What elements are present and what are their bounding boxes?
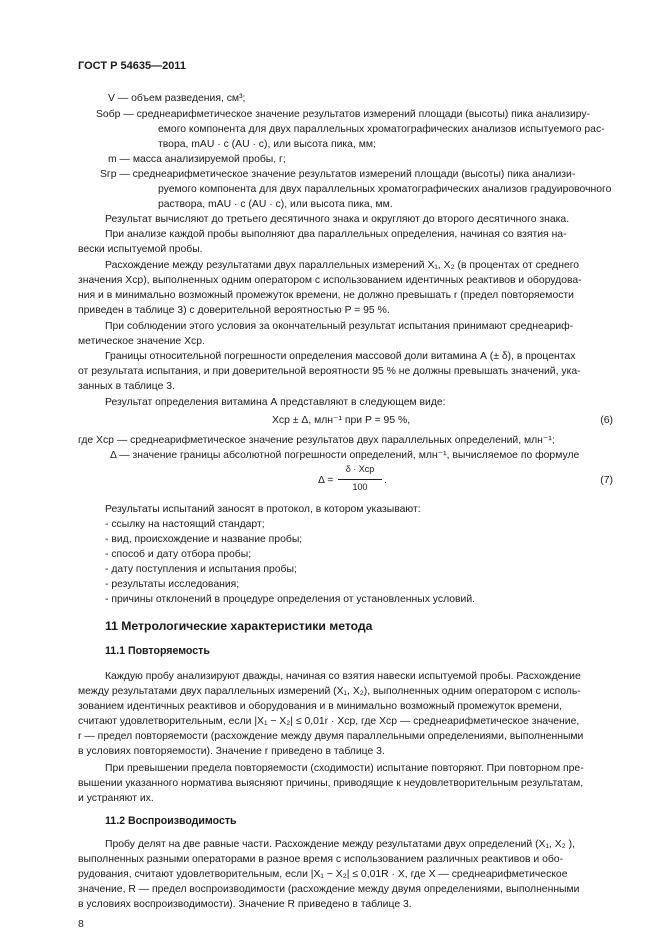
definition-line: V — объем разведения, см³; xyxy=(108,93,246,104)
paragraph-line: При превышении предела повторяемости (сходимости) испытание повторяют. При повторном пре- xyxy=(105,763,584,774)
equation-7-lhs: Δ = xyxy=(318,475,334,486)
paragraph-line: зованием идентичных реактивов и оборудования и в минимально возможный промежуток времени, xyxy=(78,701,562,712)
paragraph-line: r — предел повторяемости (расхождение между двумя параллельными определениями, выполненными xyxy=(78,731,584,742)
equation-number: (7) xyxy=(600,475,613,486)
paragraph-line: считают удовлетворительным, если |X₁ − X₂| ≤ 0,01r · Xср, где Xср — среднеарифметическое значение, xyxy=(78,716,580,727)
equation-7-numerator: δ · Xср xyxy=(345,464,375,474)
definition-line: Sобр — среднеарифметическое значение результатов измерений площади (высоты) пика анализиру- xyxy=(96,109,591,120)
paragraph-line: значения Xср), выполненных одним оператором с использованием идентичных реактивов и оборудова- xyxy=(78,275,582,286)
subsection-title: 11.2 Воспроизводимость xyxy=(105,815,237,827)
paragraph-line: ния и в минимально возможный промежуток времени, не должно превышать r (предел повторяемости xyxy=(78,290,574,301)
list-item: - дату поступления и испытания пробы; xyxy=(105,564,297,575)
definition-line: m — масса анализируемой пробы, г; xyxy=(108,154,286,165)
paragraph-line: приведен в таблице 3) с доверительной вероятностью P = 95 %. xyxy=(78,305,390,316)
subsection-title: 11.1 Повторяемость xyxy=(105,645,210,657)
definition-line: твора, mAU · c (AU · c), или высота пика, мм; xyxy=(158,139,376,150)
definition-line: емого компонента для двух параллельных хроматографических анализов испытуемого рас- xyxy=(158,124,605,135)
paragraph-line: выполненных разными операторами в разное время с использованием различных реактивов и обо- xyxy=(78,854,564,865)
paragraph-line: Каждую пробу анализируют дважды, начиная со взятия навески испытуемой пробы. Расхождение xyxy=(105,671,581,682)
where-line: Δ — значение границы абсолютной погрешности определений, млн⁻¹, вычисляемое по формуле xyxy=(110,450,580,461)
paragraph-line: метическое значение Xср. xyxy=(78,336,205,347)
paragraph-line: Результат определения витамина А представляют в следующем виде: xyxy=(105,397,446,408)
paragraph-line: Пробу делят на две равные части. Расхождение между результатами двух определений (X₁, X₂ ), xyxy=(105,839,575,850)
document-header: ГОСТ Р 54635—2011 xyxy=(78,60,186,72)
list-item: - результаты исследования; xyxy=(105,579,240,590)
paragraph-line: При соблюдении этого условия за окончательный результат испытания принимают среднеариф- xyxy=(105,321,574,332)
definition-line: Sгр — среднеарифметическое значение результатов измерений площади (высоты) пика анализи- xyxy=(100,169,576,180)
paragraph-line: между результатами двух параллельных измерений (X₁, X₂), выполненных одним оператором с исполь- xyxy=(78,686,581,697)
protocol-intro: Результаты испытаний заносят в протокол, в котором указывают: xyxy=(105,504,421,515)
section-title: 11 Метрологические характеристики метода xyxy=(105,619,373,633)
equation-number: (6) xyxy=(600,415,613,426)
equation-7-tail: . xyxy=(384,475,387,486)
paragraph-line: Расхождение между результатами двух параллельных измерений X₁, X₂ (в процентах от среднего xyxy=(105,260,580,271)
list-item: - вид, происхождение и название пробы; xyxy=(105,534,303,545)
paragraph-line: значение, R — предел воспроизводимости (расхождение между двумя определениями, выполненными xyxy=(78,884,580,895)
fraction-bar xyxy=(338,479,382,480)
paragraph-line: Границы относительной погрешности определения массовой доли витамина А (± δ), в процентах xyxy=(105,351,576,362)
list-item: - причины отклонений в процедуре определения от установленных условий. xyxy=(105,594,476,605)
paragraph-line: рудования, считают удовлетворительным, если |X₁ − X₂| ≤ 0,01R · X, где X — среднеарифметическое xyxy=(78,869,568,880)
list-item: - ссылку на настоящий стандарт; xyxy=(105,519,265,530)
where-line: где Xср — среднеарифметическое значение результатов двух параллельных определений, млн⁻¹; xyxy=(78,435,555,446)
equation-6: Xср ± Δ, млн⁻¹ при P = 95 %, xyxy=(272,415,411,426)
definition-line: руемого компонента для двух параллельных хроматографических анализов градуировочного xyxy=(158,184,612,195)
paragraph-line: занных в таблице 3. xyxy=(78,381,175,392)
paragraph-line: и устраняют их. xyxy=(78,793,154,804)
paragraph-line: вышении указанного норматива выясняют причины, приводящие к неудовлетворительным результатам, xyxy=(78,778,584,789)
paragraph-line: Результат вычисляют до третьего десятичного знака и округляют до второго десятичного знака. xyxy=(105,214,570,225)
paragraph-line: в условиях повторяемости). Значение r приведено в таблице 3. xyxy=(78,746,385,757)
paragraph-line: в условиях воспроизводимости). Значение R приведено в таблице 3. xyxy=(78,899,412,910)
equation-7-denominator: 100 xyxy=(352,482,368,492)
list-item: - способ и дату отбора пробы; xyxy=(105,549,252,560)
definition-line: раствора, mAU · c (AU · c), или высота пика, мм. xyxy=(158,199,393,210)
paragraph-line: вески испытуемой пробы. xyxy=(78,244,203,255)
paragraph-line: от результата испытания, и при доверительной вероятности 95 % не должны превышать значений, ука- xyxy=(78,366,581,377)
page-number: 8 xyxy=(78,919,84,930)
paragraph-line: При анализе каждой пробы выполняют два параллельных определения, начиная со взятия на- xyxy=(105,229,567,240)
